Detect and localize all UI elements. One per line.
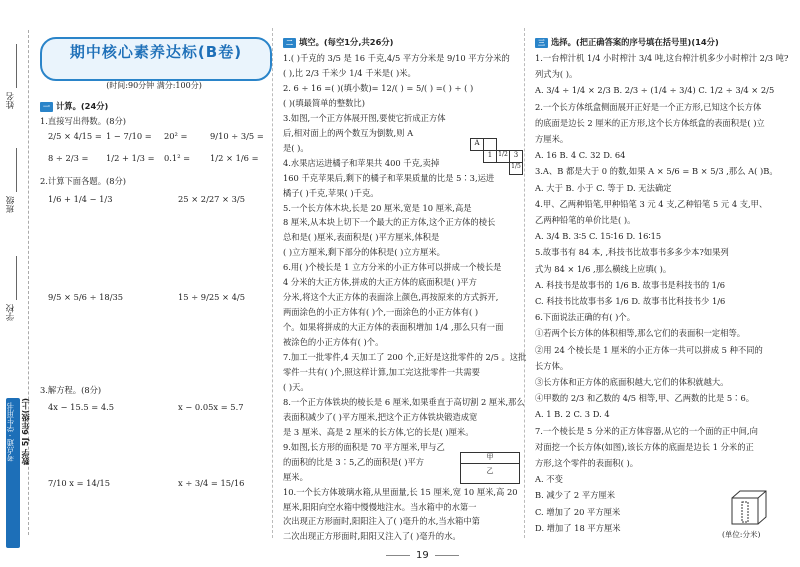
- container-figure: [728, 488, 768, 528]
- page-number: 19: [380, 549, 465, 562]
- calc-r1c2: 1 − 7/10 =: [106, 131, 152, 141]
- section-calc: 一 计算。(24分): [40, 101, 108, 112]
- fill-question-line: ( )立方厘米,剩下部分的体积是( )立方厘米。: [283, 247, 445, 258]
- name-underline: [16, 44, 17, 88]
- choice-question-line: A. 3/4 ÷ 1/4 × 2/3 B. 2/3 ÷ (1/4 ÷ 3/4) C. 1/2 ÷ 3/4 × 2/5: [535, 85, 775, 96]
- eq-1: 4x − 15.5 = 4.5: [48, 402, 115, 412]
- choice-question-line: C. 增加了 20 平方厘米: [535, 506, 621, 517]
- fill-question-line: 是( )。: [283, 142, 309, 153]
- choice-question-line: C. 科技书比故事书多 1/6 D. 故事书比科技书少 1/6: [535, 296, 726, 306]
- fill-question-line: ( ),比 2/3 千米少 1/4 千米是( )米。: [283, 67, 416, 78]
- fill-question-line: 个。如果将拼成的大正方体的表面积增加 1/4 ,那么只有一面: [283, 322, 504, 333]
- fill-question-line: 两面涂色的小正方体有( )个,一面涂色的小正方体有( ): [283, 307, 479, 318]
- choice-question-line: 方厘米。: [535, 134, 569, 144]
- binding-margin: [0, 0, 38, 567]
- fill-question-line: 10.一个长方体玻璃水箱,从里面量,长 15 厘米,宽 10 厘米,高 20: [283, 486, 518, 497]
- net-cell: [483, 138, 497, 151]
- fill-question-line: ( )天。: [283, 381, 309, 392]
- name-label: 姓名: [6, 92, 16, 109]
- fill-question-line: 4 分米的大正方体,拼成的大正方体的底面积是( )平方: [283, 277, 477, 288]
- fill-question-line: 的面积的比是 3∶5,乙的面积是( )平方: [283, 456, 425, 467]
- net-cell: 1/2: [496, 150, 510, 163]
- calc-r1c4: 9/10 ÷ 3/5 =: [210, 131, 264, 141]
- question-1: 1.直接写出得数。(8分): [40, 116, 127, 126]
- column-divider: [524, 28, 525, 538]
- section-fill: 二 填空。(每空1分,共26分): [283, 37, 393, 48]
- eq-4: x ÷ 3/4 = 15/16: [178, 478, 245, 488]
- class-underline: [16, 148, 17, 192]
- page-title: 期中核心素养达标(B卷): [69, 43, 243, 61]
- exam-info: (时间:90分钟 满分:100分): [106, 81, 202, 90]
- choice-question-line: ④甲数的 2/3 和乙数的 4/5 相等,甲、乙两数的比是 5∶6。: [535, 393, 755, 404]
- question-2: 2.计算下面各题。(8分): [40, 176, 127, 186]
- fill-question-line: 8.一个正方体铁块的棱长是 6 厘米,如果垂直于高切割 2 厘米,那么: [283, 396, 525, 407]
- choice-question-line: 6.下面说法正确的有( )个。: [535, 312, 635, 323]
- fill-question-line: 是 3 厘米、高是 2 厘米的长方体,它的长是( )厘米。: [283, 426, 474, 437]
- net-cell: 3: [509, 150, 523, 163]
- choice-question-line: 列式为( )。: [535, 69, 578, 80]
- fill-question-line: ( )(填最简单的整数比): [283, 97, 365, 108]
- fill-question-line: 3.如图,一个正方体展开图,要使它折成正方体: [283, 112, 446, 123]
- choice-question-line: 对面挖一个长方体(如图),该长方体的底面是边长 1 分米的正: [535, 441, 754, 452]
- fill-question-line: 次出现正方形面时,阳阳注入了( )毫升的水,当水箱中第: [283, 516, 480, 527]
- choice-question-line: 式为 84 × 1/6 ,那么横线上应填( )。: [535, 263, 672, 274]
- eq-2: x − 0.05x = 5.7: [178, 402, 244, 412]
- cube-net-figure: [470, 138, 522, 178]
- fill-question-line: 表面积减少了( )平方厘米,把这个正方体铁块锻造成宽: [283, 411, 478, 422]
- section-icon: 三: [535, 38, 548, 48]
- fill-question-line: 二次出现正方形面时,阳阳又注入了( )毫升的水。: [283, 531, 461, 542]
- fill-question-line: 厘米,阳阳向空水箱中慢慢地注水。当水箱中的水第一: [283, 501, 477, 512]
- grade-label: 数学 5J 6年级(上): [21, 398, 30, 465]
- calc-r1c1: 2/5 × 4/15 =: [48, 131, 102, 141]
- title-box: [40, 37, 272, 81]
- fill-question-line: 厘米。: [283, 471, 308, 482]
- choice-question-line: ②用 24 个棱长是 1 厘米的小正方体一共可以拼成 5 种不同的: [535, 344, 763, 355]
- region-yi: 乙: [486, 467, 494, 475]
- choice-question-line: 1.一台榨汁机 1/4 小时榨汁 3/4 吨,这台榨汁机多少小时榨汁 2/3 吨?: [535, 53, 789, 63]
- choice-question-line: ①若两个长方体的体积相等,那么它们的表面积一定相等。: [535, 328, 746, 339]
- fill-question-line: 4.水果店运进橘子和苹果共 400 千克,卖掉: [283, 157, 440, 168]
- section-icon: 一: [40, 102, 53, 112]
- column-divider: [272, 28, 273, 538]
- eq-3: 7/10 x = 14/15: [48, 478, 111, 488]
- rectangle-figure: [460, 452, 520, 484]
- choice-question-line: ③长方体和正方体的底面积越大,它们的体积就越大。: [535, 377, 729, 387]
- choice-question-line: 4.甲、乙两种铅笔,甲种铅笔 3 元 4 支,乙种铅笔 5 元 4 支,甲、: [535, 198, 768, 209]
- choice-question-line: 2.一个长方体纸盒侧面展开正好是一个正方形,已知这个长方体: [535, 101, 762, 112]
- school-underline: [16, 256, 17, 300]
- container-drawing: [728, 488, 768, 528]
- question-3: 3.解方程。(8分): [40, 385, 102, 395]
- choice-question-line: A. 大于 B. 小于 C. 等于 D. 无法确定: [535, 182, 672, 193]
- fill-question-line: 总和是( )厘米,表面积是( )平方厘米,体积是: [283, 232, 440, 243]
- fill-question-line: 橘子( )千克,苹果( )千克。: [283, 187, 379, 198]
- calc-c4: 15 ÷ 9/25 × 4/5: [178, 292, 245, 302]
- series-tab-text: 考点通 · 学生用书: [6, 402, 15, 462]
- net-cell: 1/5: [509, 162, 523, 175]
- fill-question-line: 5.一个长方体木块,长是 20 厘米,宽是 10 厘米,高是: [283, 202, 472, 213]
- school-label: 学校: [6, 304, 16, 321]
- fill-question-line: 分米,将这个大正方体的表面涂上颜色,再按原来的方式拆开,: [283, 292, 499, 303]
- choice-question-line: B. 减少了 2 平方厘米: [535, 490, 616, 501]
- choice-question-line: 方形,这个零件的表面积( )。: [535, 458, 639, 468]
- choice-question-line: A. 3/4 B. 3∶5 C. 15∶16 D. 16∶15: [535, 231, 662, 242]
- fill-question-line: 2. 6 ÷ 16 =( )(填小数)= 12/( ) = 5/( ) =( ) ÷ ( ): [283, 82, 474, 93]
- choice-question-line: 乙两种铅笔的单价比是( )。: [535, 215, 636, 225]
- calc-c2: 25 × 2/27 × 3/5: [178, 194, 245, 204]
- calc-r2c2: 1/2 + 1/3 =: [106, 153, 155, 163]
- net-cell: 1: [483, 150, 497, 163]
- choice-question-line: 的底面是边长 2 厘米的正方形,这个长方体纸盒的表面积是( )立: [535, 117, 765, 128]
- fill-question-line: 8 厘米,从本块上切下一个最大的正方体,这个正方体的棱长: [283, 217, 496, 228]
- calc-r2c1: 8 ÷ 2/3 =: [48, 153, 89, 163]
- figure-caption: (单位:分米): [722, 530, 761, 539]
- choice-question-line: A. 不变: [535, 474, 563, 485]
- choice-question-line: D. 增加了 18 平方厘米: [535, 522, 621, 533]
- fill-question-line: 1.( )千克的 3/5 是 16 千克,4/5 平方分米是 9/10 平方分米的: [283, 53, 510, 63]
- calc-c3: 9/5 × 5/6 ÷ 18/35: [48, 292, 124, 302]
- fill-question-line: 7.加工一批零件,4 天加工了 200 个,正好是这批零件的 2/5 。这批: [283, 352, 527, 362]
- calc-r2c4: 1/2 × 1/6 =: [210, 153, 259, 163]
- fill-question-line: 后,相对面上的两个数互为倒数,则 A: [283, 127, 414, 138]
- fill-question-line: 9.如图,长方形的面积是 70 平方厘米,甲与乙: [283, 441, 445, 452]
- calc-r2c3: 0.1² =: [164, 153, 191, 163]
- choice-question-line: A. 科技书是故事书的 1/6 B. 故事书是科技书的 1/6: [535, 279, 726, 290]
- fill-question-line: 被涂色的小正方体有( )个。: [283, 337, 384, 348]
- choice-question-line: 7.一个棱长是 5 分米的正方体容器,从它的一个面的正中间,向: [535, 425, 758, 436]
- fill-question-line: 6.用( )个棱长是 1 立方分米的小正方体可以拼成一个棱长是: [283, 262, 502, 273]
- net-cell: A: [470, 138, 484, 151]
- fill-question-line: 零件一共有( )个,照这样计算,加工完这批零件一共需要: [283, 366, 480, 377]
- choice-question-line: A. 16 B. 4 C. 32 D. 64: [535, 150, 626, 161]
- calc-r1c3: 20² =: [164, 131, 188, 141]
- region-jia: 甲: [461, 453, 519, 464]
- choice-question-line: 长方体。: [535, 360, 569, 371]
- choice-question-line: 5.故事书有 84 本, ,科技书比故事书多多少本?如果列: [535, 247, 729, 258]
- choice-question-line: A. 1 B. 2 C. 3 D. 4: [535, 409, 610, 420]
- choice-question-line: 3.A、B 都是大于 0 的数,如果 A × 5/6 = B × 5/3 ,那么 A( )B。: [535, 166, 778, 177]
- calc-c1: 1/6 + 1/4 − 1/3: [48, 194, 113, 204]
- section-icon: 二: [283, 38, 296, 48]
- class-label: 班级: [6, 196, 16, 213]
- fill-question-line: 160 千克苹果后,剩下的橘子和苹果质量的比是 5∶3,运进: [283, 172, 495, 183]
- section-choice: 三 选择。(把正确答案的序号填在括号里)(14分): [535, 37, 719, 48]
